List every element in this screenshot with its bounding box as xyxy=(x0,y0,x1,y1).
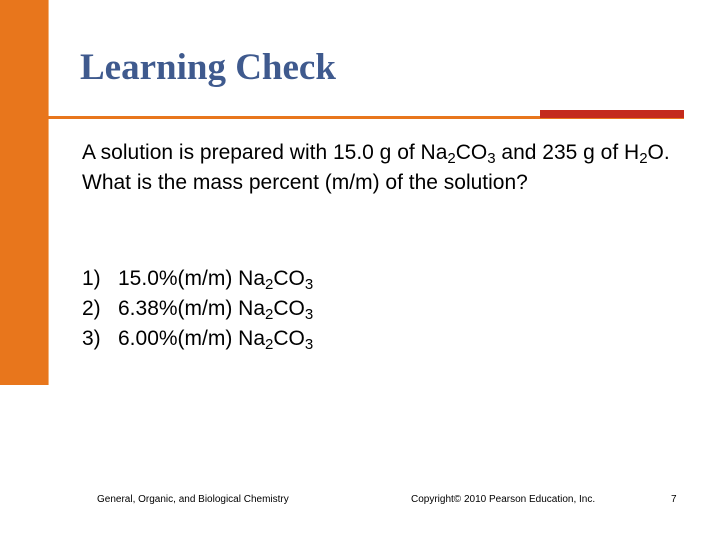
footer-copyright: Copyright© 2010 Pearson Education, Inc. xyxy=(411,494,596,505)
question-part-4: O. What is the mass percent (m/m) of the solution? xyxy=(82,141,670,194)
option-number: 2) xyxy=(82,297,101,320)
question-subscript-3: 2 xyxy=(639,150,648,167)
option-subscript: 3 xyxy=(304,306,314,323)
option-formula: CO xyxy=(273,327,305,350)
question-part-3: and 235 g of H xyxy=(495,141,640,164)
option-subscript: 2 xyxy=(265,306,274,323)
answer-option-1 xyxy=(82,264,682,294)
question-subscript-1: 2 xyxy=(447,150,456,167)
title-divider-block xyxy=(540,110,684,118)
option-subscript: 2 xyxy=(265,336,274,353)
slide-title: Learning Check xyxy=(80,47,336,88)
answer-options xyxy=(82,264,682,354)
answer-option-2 xyxy=(82,294,682,324)
side-accent-bar xyxy=(0,0,48,385)
question-subscript-2: 3 xyxy=(487,150,496,167)
option-text: 6.38%(m/m) Na xyxy=(118,297,266,320)
option-text: 15.0%(m/m) Na xyxy=(118,267,266,290)
option-subscript: 3 xyxy=(304,336,314,353)
question-text xyxy=(82,138,682,198)
answer-option-3 xyxy=(82,324,682,354)
side-accent-line xyxy=(48,0,49,385)
option-formula: CO xyxy=(273,297,305,320)
question-part-1: A solution is prepared with 15.0 g of Na xyxy=(82,141,448,164)
option-subscript: 2 xyxy=(265,276,274,293)
option-subscript: 3 xyxy=(304,276,314,293)
option-number: 3) xyxy=(82,327,101,350)
footer-course-title: General, Organic, and Biological Chemistry xyxy=(97,494,289,505)
option-number: 1) xyxy=(82,267,101,290)
option-formula: CO xyxy=(273,267,305,290)
option-text: 6.00%(m/m) Na xyxy=(118,327,266,350)
page-number: 7 xyxy=(671,494,677,505)
question-part-2: CO xyxy=(455,141,488,164)
